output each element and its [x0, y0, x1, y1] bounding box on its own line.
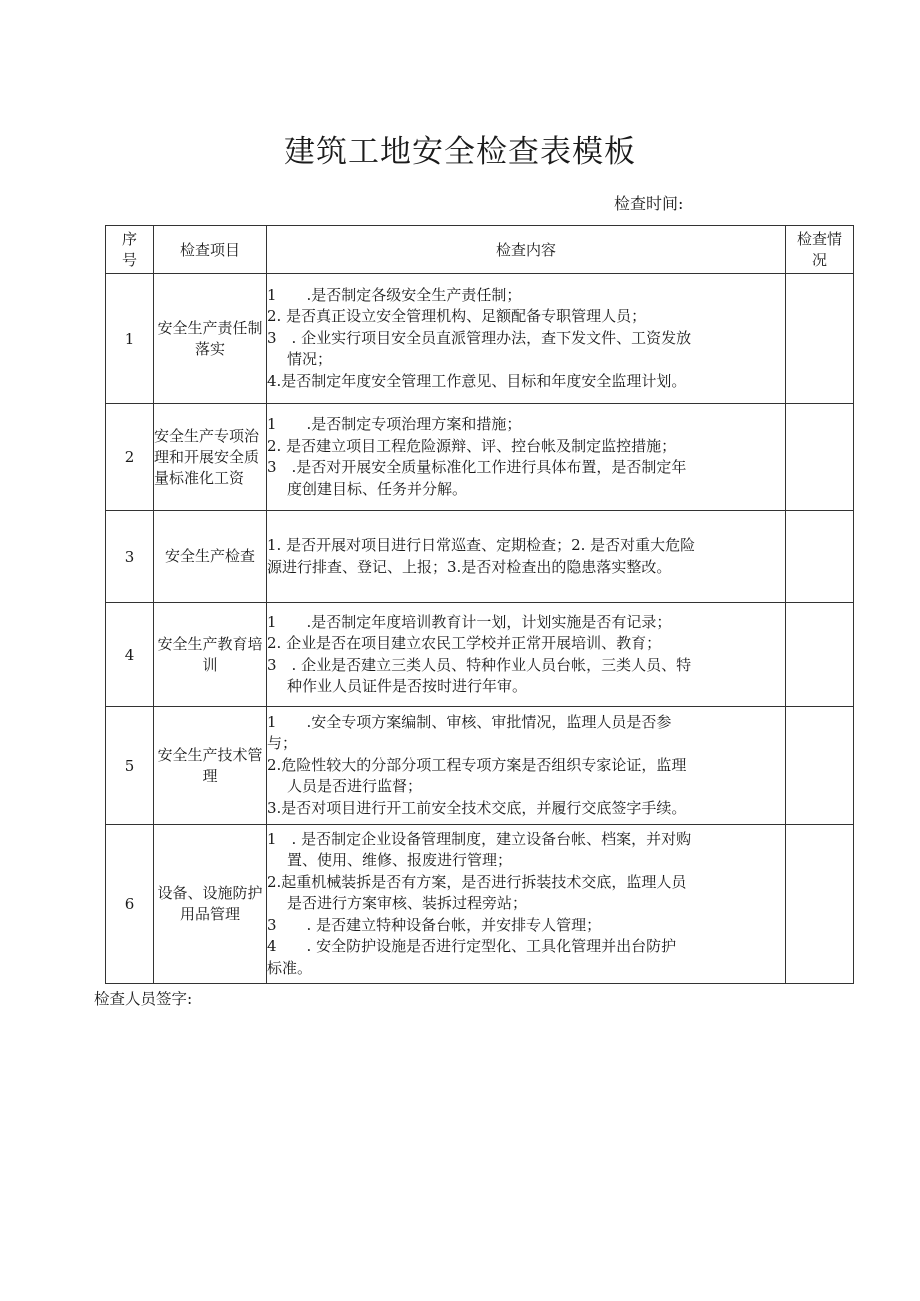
content-line: 1 .是否制定各级安全生产责任制；: [267, 285, 522, 304]
content-line: 2. 企业是否在项目建立农民工学校并正常开展培训、教育；: [267, 634, 662, 652]
content-line: 种作业人员证件是否按时进行年审。: [287, 677, 528, 695]
row-content: [267, 404, 786, 511]
content-line: 2. 是否建立项目工程危险源辩、评、控台帐及制定监控措施；: [267, 436, 677, 455]
table-row: [106, 404, 854, 511]
row-status[interactable]: [786, 707, 854, 825]
header-no-top: 序: [121, 229, 137, 248]
row-number: 5: [106, 707, 154, 825]
content-line: 1 . 是否制定企业设备管理制度，建立设备台帐、档案，并对购: [267, 829, 692, 848]
table-row: [106, 603, 854, 707]
row-number: 2: [106, 404, 154, 511]
content-line: 1 .是否制定专项治理方案和措施；: [267, 415, 522, 433]
check-time-label: 检查时间:: [614, 194, 684, 213]
content-line: 2. 是否真正设立安全管理机构、足额配备专职管理人员；: [267, 307, 647, 326]
content-line: 与；: [267, 734, 298, 753]
table-row: [106, 707, 854, 825]
header-no: [106, 226, 154, 274]
header-status-bottom: 况: [811, 250, 827, 269]
table-row: [106, 825, 854, 984]
content-line: 4 . 安全防护设施是否进行定型化、工具化管理并出台防护: [267, 937, 677, 956]
table-header-row: [106, 226, 854, 274]
row-item: 设备、设施防护用品管理: [154, 825, 267, 984]
row-content: [267, 511, 786, 603]
content-line: 4.是否制定年度安全管理工作意见、目标和年度安全监理计划。: [267, 371, 687, 390]
content-line: 3 .是否对开展安全质量标准化工作进行具体布置，是否制定年: [267, 458, 687, 476]
row-number: 6: [106, 825, 154, 984]
row-item: 安全生产检查: [154, 511, 267, 603]
content-line: 2.起重机械装拆是否有方案，是否进行拆装技术交底，监理人员: [267, 872, 687, 891]
header-no-bottom: 号: [121, 250, 137, 269]
signature-label: 检查人员签字:: [94, 990, 193, 1008]
row-content: [267, 603, 786, 707]
content-line: 人员是否进行监督；: [287, 777, 423, 796]
content-line: 源进行排查、登记、上报；3.是否对检查出的隐患落实整改。: [267, 557, 672, 576]
row-number: 4: [106, 603, 154, 707]
content-line: 情况；: [287, 350, 333, 369]
row-number: 1: [106, 274, 154, 404]
content-line: 是否进行方案审核、装拆过程旁站；: [287, 894, 528, 913]
inspection-table: [105, 225, 854, 984]
content-line: 置、使用、维修、报废进行管理；: [287, 851, 513, 870]
row-status[interactable]: [786, 603, 854, 707]
content-line: 1. 是否开展对项目进行日常巡查、定期检查；2. 是否对重大危险: [267, 536, 696, 554]
row-status[interactable]: [786, 511, 854, 603]
row-status[interactable]: [786, 274, 854, 404]
content-line: 1 .安全专项方案编制、审核、审批情况，监理人员是否参: [267, 712, 672, 731]
content-line: 度创建目标、任务并分解。: [287, 479, 468, 498]
row-item: 安全生产责任制落实: [154, 274, 267, 404]
header-status-top: 检查情: [796, 229, 842, 248]
table-row: [106, 274, 854, 404]
row-number: 3: [106, 511, 154, 603]
header-item: 检查项目: [154, 226, 267, 274]
row-item: 安全生产技术管理: [154, 707, 267, 825]
row-item: 安全生产教育培训: [154, 603, 267, 707]
content-line: 2.危险性较大的分部分项工程专项方案是否组织专家论证，监理: [267, 755, 687, 774]
content-line: 3 . 企业是否建立三类人员、特种作业人员台帐，三类人员、特: [267, 655, 692, 674]
table-row: [106, 511, 854, 603]
document-title: 建筑工地安全检查表模板: [284, 134, 636, 170]
row-item: 安全生产专项治理和开展安全质量标准化工资: [154, 404, 267, 511]
content-line: 3 . 是否建立特种设备台帐，并安排专人管理；: [267, 915, 602, 934]
row-content: [267, 707, 786, 825]
header-status: [786, 226, 854, 274]
row-content: [267, 274, 786, 404]
content-line: 3.是否对项目进行开工前安全技术交底，并履行交底签字手续。: [267, 798, 687, 817]
row-content: [267, 825, 786, 984]
row-status[interactable]: [786, 404, 854, 511]
content-line: 标准。: [267, 958, 313, 977]
header-content: 检查内容: [267, 226, 786, 274]
row-status[interactable]: [786, 825, 854, 984]
content-line: 1 .是否制定年度培训教育计一划，计划实施是否有记录；: [267, 612, 672, 631]
content-line: 3 . 企业实行项目安全员直派管理办法，查下发文件、工资发放: [267, 328, 692, 347]
